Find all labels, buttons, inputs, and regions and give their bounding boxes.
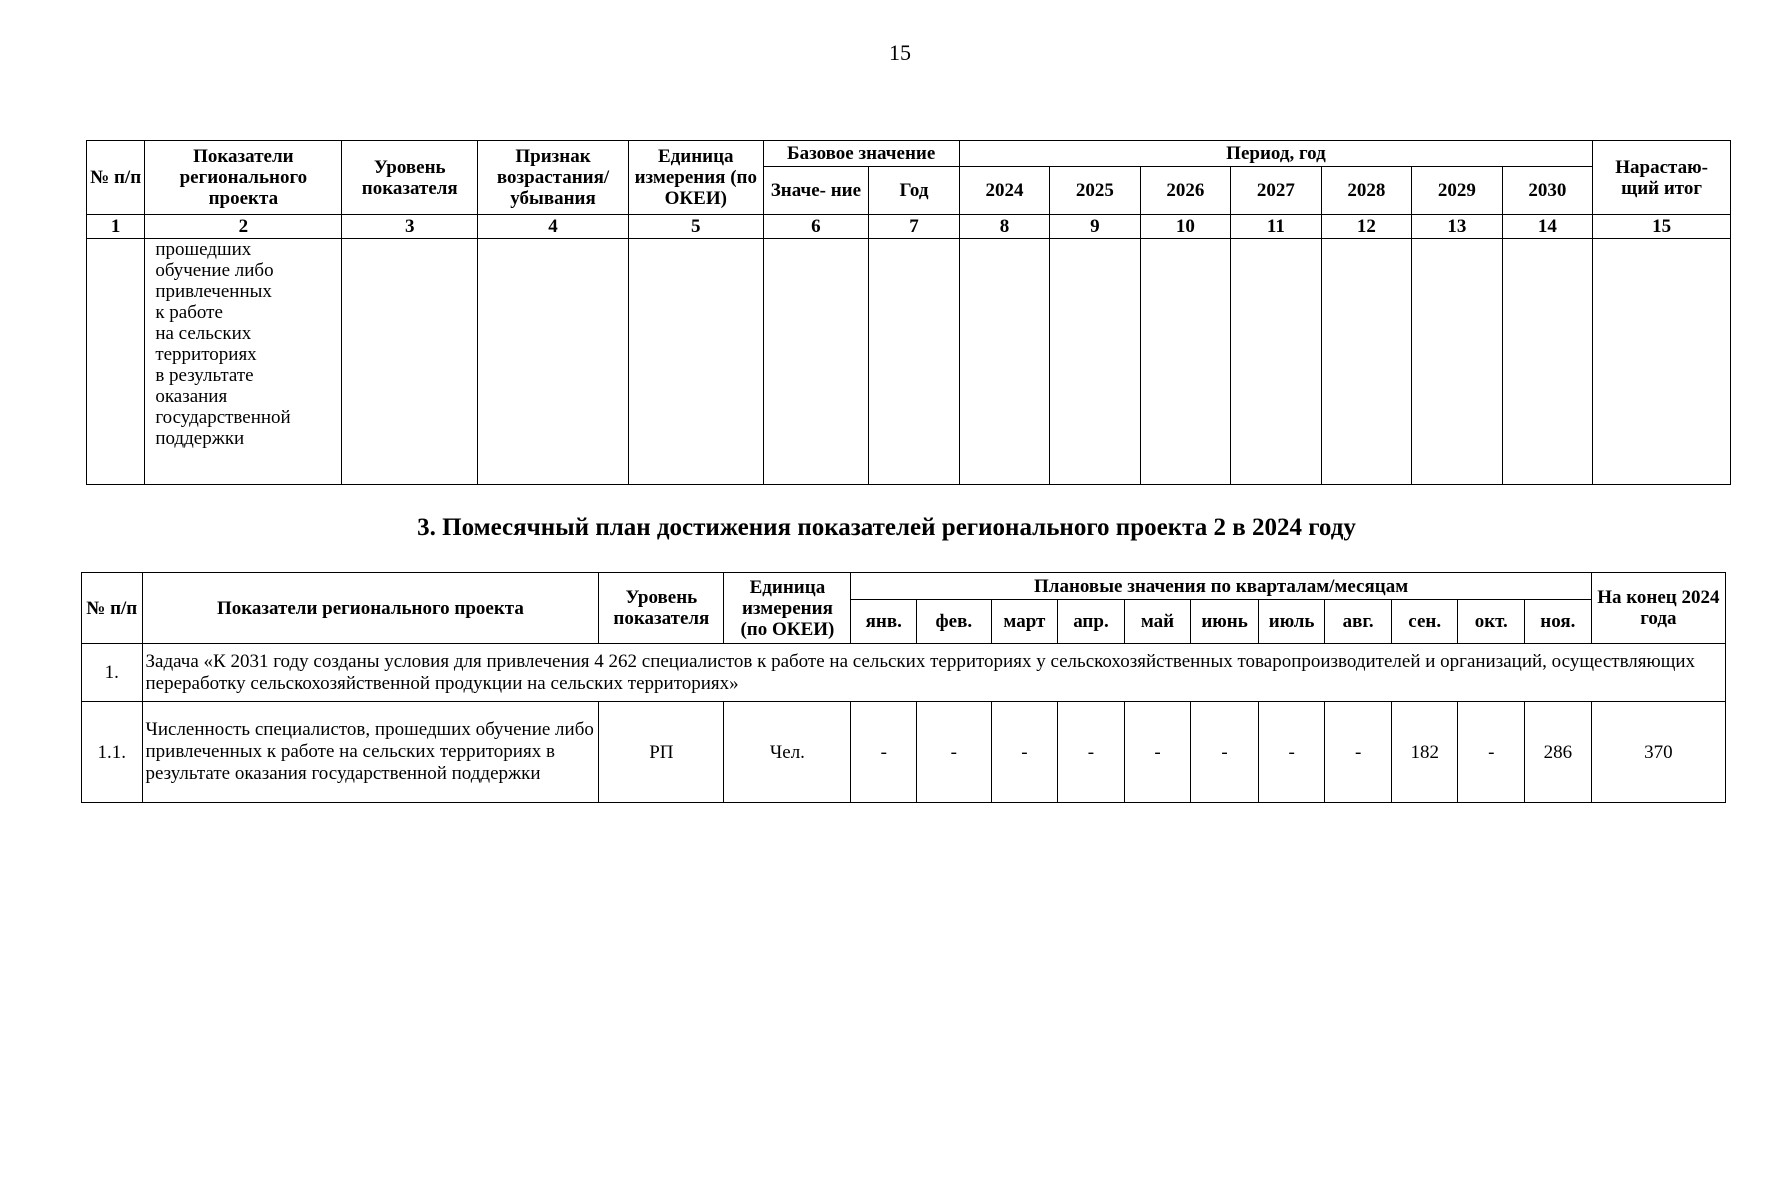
header-month: июль <box>1258 600 1325 644</box>
indicator-name: Численность специалистов, прошедших обучение либо привлеченных к работе на сельских территориях в результате оказания государственной поддержки <box>142 702 599 803</box>
header-year: 2027 <box>1231 167 1321 215</box>
section-title: 3. Помесячный план достижения показателей регионального проекта 2 в 2024 году <box>417 514 1356 541</box>
column-number: 12 <box>1321 215 1411 239</box>
header-unit: Единица измерения (по ОКЕИ) <box>724 573 851 644</box>
empty-cell <box>1050 239 1140 485</box>
column-number: 6 <box>763 215 869 239</box>
indicator-level: РП <box>599 702 724 803</box>
end-of-year-value: 370 <box>1591 702 1725 803</box>
header-month: май <box>1124 600 1191 644</box>
header-month: янв. <box>851 600 917 644</box>
text-line: в результате <box>155 365 254 386</box>
empty-cell <box>1412 239 1502 485</box>
empty-cell <box>1502 239 1593 485</box>
empty-cell <box>87 239 145 485</box>
indicator-unit: Чел. <box>724 702 851 803</box>
header-num: № п/п <box>82 573 143 644</box>
page-number: 15 <box>889 40 911 65</box>
empty-cell <box>1321 239 1411 485</box>
header-month: март <box>991 600 1058 644</box>
empty-cell <box>342 239 478 485</box>
header-year: 2026 <box>1140 167 1230 215</box>
empty-cell <box>959 239 1049 485</box>
month-value: - <box>1191 702 1259 803</box>
monthly-plan-table <box>81 572 1726 803</box>
text-line: поддержки <box>155 428 245 449</box>
header-indicators: Показатели регионального проекта <box>145 141 342 215</box>
header-year: 2029 <box>1412 167 1502 215</box>
text-line: к работе <box>155 302 223 323</box>
empty-cell <box>763 239 869 485</box>
text-line: оказания <box>155 386 228 407</box>
column-number: 15 <box>1593 215 1731 239</box>
header-base-value: Значе- ние <box>763 167 869 215</box>
month-value: 182 <box>1391 702 1458 803</box>
column-number: 10 <box>1140 215 1230 239</box>
header-unit: Единица измерения (по ОКЕИ) <box>628 141 763 215</box>
column-number: 4 <box>478 215 629 239</box>
continued-indicator-name <box>145 239 342 485</box>
header-year: 2025 <box>1050 167 1140 215</box>
header-month: июнь <box>1191 600 1259 644</box>
column-number: 3 <box>342 215 478 239</box>
text-line: обучение либо <box>155 260 274 281</box>
month-value: - <box>851 702 917 803</box>
header-month: авг. <box>1325 600 1392 644</box>
header-month: фев. <box>917 600 992 644</box>
month-value: - <box>1258 702 1325 803</box>
month-value: - <box>1124 702 1191 803</box>
indicator-number: 1.1. <box>82 702 143 803</box>
text-line: государственной <box>155 407 291 428</box>
month-value: - <box>917 702 992 803</box>
header-level: Уровень показателя <box>342 141 478 215</box>
task-description: Задача «К 2031 году созданы условия для привлечения 4 262 специалистов к работе на сельских территориях у сельскохозяйственных товаропроизводителей и организаций, осуществляющих переработку сельскохозяйственной продукции на сельских территориях» <box>142 644 1726 702</box>
empty-cell <box>1231 239 1321 485</box>
month-value: - <box>991 702 1058 803</box>
header-month: ноя. <box>1525 600 1592 644</box>
header-indicators: Показатели регионального проекта <box>142 573 599 644</box>
column-number: 13 <box>1412 215 1502 239</box>
header-month: сен. <box>1391 600 1458 644</box>
header-period: Период, год <box>959 141 1592 167</box>
month-value: 286 <box>1525 702 1592 803</box>
empty-cell <box>628 239 763 485</box>
column-number: 2 <box>145 215 342 239</box>
indicators-table-continuation <box>86 140 1731 485</box>
header-month: окт. <box>1458 600 1525 644</box>
header-trend: Признак возрастания/ убывания <box>478 141 629 215</box>
month-value: - <box>1325 702 1392 803</box>
header-planned-values: Плановые значения по кварталам/месяцам <box>851 573 1591 600</box>
column-number: 1 <box>87 215 145 239</box>
header-base: Базовое значение <box>763 141 959 167</box>
text-line: прошедших <box>155 239 252 260</box>
month-value: - <box>1458 702 1525 803</box>
header-num: № п/п <box>87 141 145 215</box>
empty-cell <box>1593 239 1731 485</box>
column-number: 8 <box>959 215 1049 239</box>
header-month: апр. <box>1058 600 1125 644</box>
column-number: 5 <box>628 215 763 239</box>
month-value: - <box>1058 702 1125 803</box>
empty-cell <box>869 239 960 485</box>
text-line: на сельских <box>155 323 252 344</box>
column-number: 9 <box>1050 215 1140 239</box>
header-year: 2030 <box>1502 167 1593 215</box>
column-number: 14 <box>1502 215 1593 239</box>
empty-cell <box>478 239 629 485</box>
header-year: 2024 <box>959 167 1049 215</box>
empty-cell <box>1140 239 1230 485</box>
header-base-year: Год <box>869 167 960 215</box>
text-line: территориях <box>155 344 257 365</box>
task-number: 1. <box>82 644 143 702</box>
column-number: 11 <box>1231 215 1321 239</box>
header-end-of-year: На конец 2024 года <box>1591 573 1725 644</box>
header-cumulative: Нарастаю- щий итог <box>1593 141 1731 215</box>
header-level: Уровень показателя <box>599 573 724 644</box>
text-line: привлеченных <box>155 281 272 302</box>
header-year: 2028 <box>1321 167 1411 215</box>
column-number: 7 <box>869 215 960 239</box>
